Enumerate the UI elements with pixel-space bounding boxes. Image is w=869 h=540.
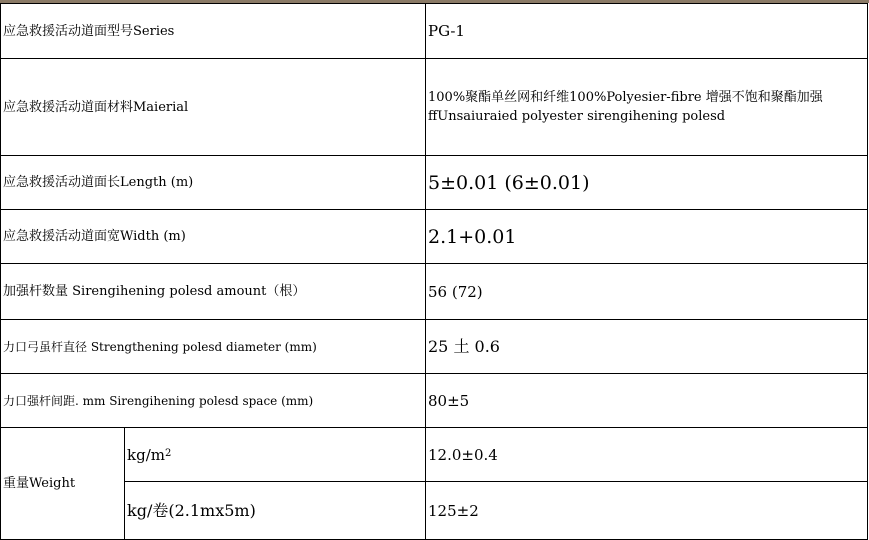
weight-roll-value: 125±2 [426, 482, 868, 540]
poles-space-value: 80±5 [426, 374, 868, 428]
table-row [1, 374, 868, 428]
table-row [1, 59, 868, 156]
width-label: 应急救援活动道面宽Width (m) [1, 210, 426, 264]
weight-unit-area [125, 428, 426, 482]
table-row [1, 210, 868, 264]
poles-amount-value: 56 (72) [426, 264, 868, 320]
spec-table [0, 3, 868, 540]
width-value: 2.1+0.01 [426, 210, 868, 264]
poles-space-label: 力口强杆间距. mm Sirengihening polesd space (mm) [1, 374, 426, 428]
material-value: 100%聚酯单丝网和纤维100%Polyesier-fibre 增强不饱和聚酯加强ffUnsaiuraied polyester sirengihening polesd [426, 59, 868, 156]
weight-unit-roll: kg/卷(2.1mx5m) [125, 482, 426, 540]
weight-area-value: 12.0±0.4 [426, 428, 868, 482]
weight-label: 重量Weight [1, 428, 125, 540]
series-label: 应急救援活动道面型号Series [1, 4, 426, 59]
table-row [1, 320, 868, 374]
poles-diameter-value: 25 土 0.6 [426, 320, 868, 374]
table-row [1, 156, 868, 210]
poles-diameter-label: 力口弓虽杆直径 Strengthening polesd diameter (mm) [1, 320, 426, 374]
length-value: 5±0.01 (6±0.01) [426, 156, 868, 210]
weight-unit-area-sup: 2 [164, 447, 172, 459]
length-label: 应急救援活动道面长Length (m) [1, 156, 426, 210]
weight-unit-area-text: kg/m [127, 445, 165, 464]
material-label: 应急救援活动道面材料Maierial [1, 59, 426, 156]
poles-amount-label: 加强杆数量 Sirengihening polesd amount（根） [1, 264, 426, 320]
series-value: PG-1 [426, 4, 868, 59]
table-row [1, 264, 868, 320]
table-row [1, 428, 868, 482]
table-row [1, 4, 868, 59]
table-row [1, 482, 868, 540]
